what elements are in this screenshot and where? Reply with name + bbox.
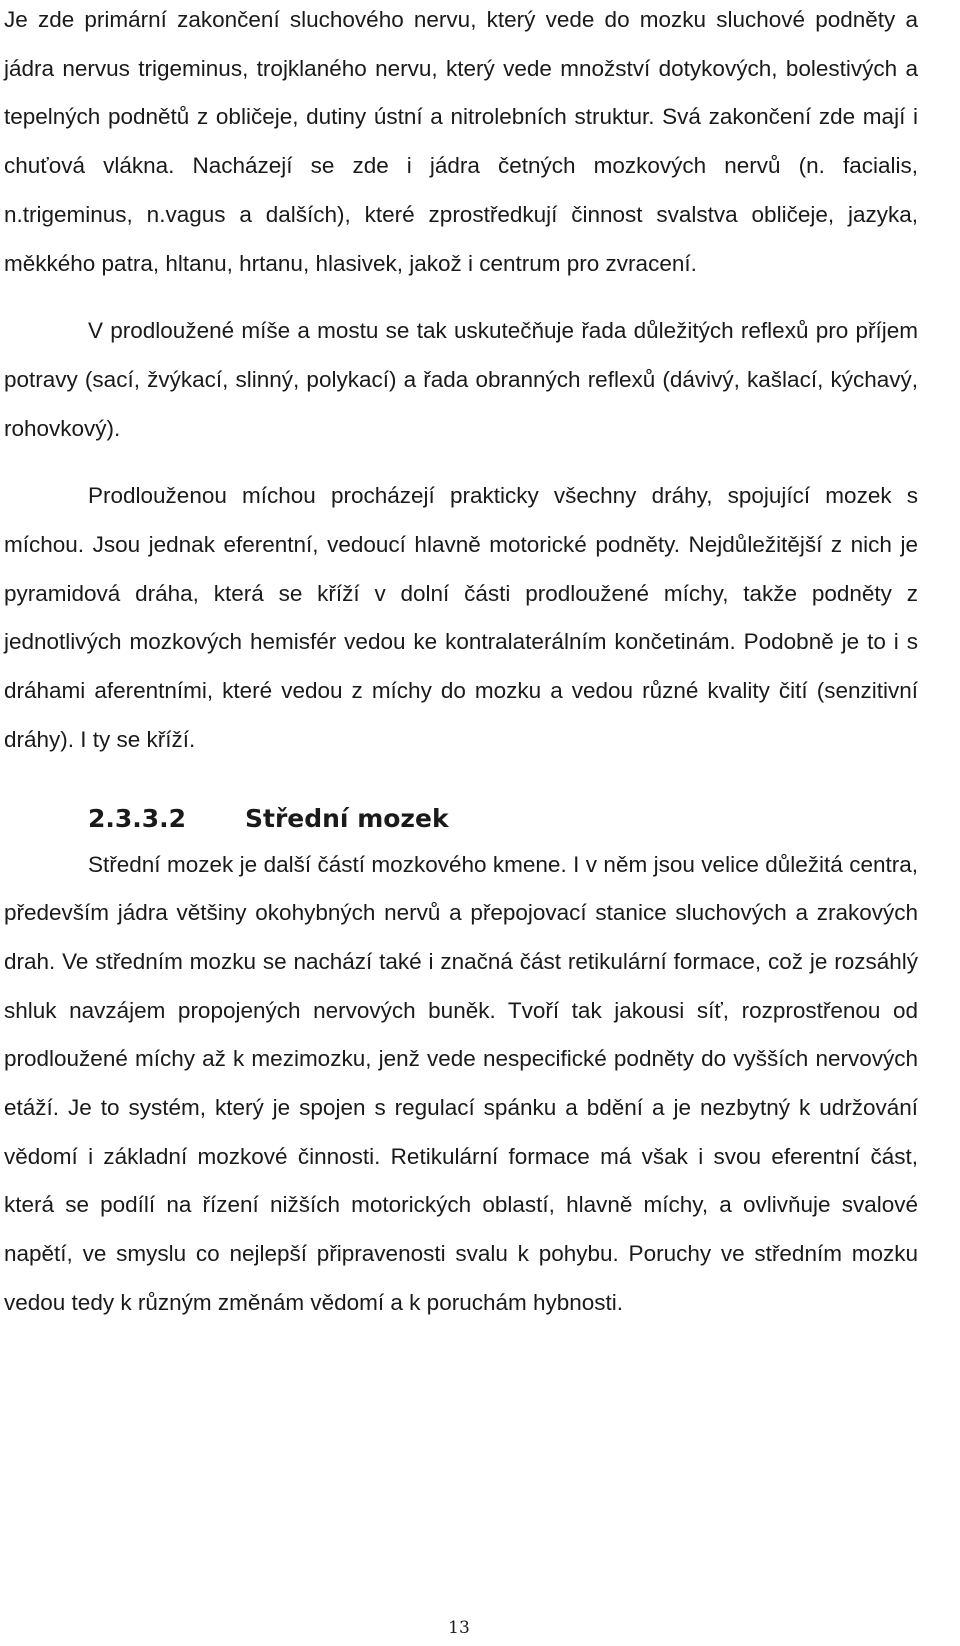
paragraph-reflexes: V prodloužené míše a mostu se tak uskutečňuje řada důležitých reflexů pro příjem potravy (sací, žvýkací, slinný, polykací) a řada obranných reflexů (dávivý, kašlací, kýchavý, rohovkový). (4, 318, 918, 441)
page-number: 13 (448, 1618, 470, 1638)
document-body (4, 0, 918, 1328)
section-heading (4, 799, 918, 839)
paragraph-medulla-pathways: Prodlouženou míchou procházejí prakticky všechny dráhy, spojující mozek s míchou. Jsou jednak eferentní, vedoucí hlavně motorické podněty. Nejdůležitější z nich je pyramidová dráha, která se kříží v dolní části prodloužené míchy, takže podněty z jednotlivých mozkových hemisfér vedou ke kontralaterálním končetinám. Podobně je to i s dráhami aferentními, které vedou z míchy do mozku a vedou různé kvality čití (senzitivní dráhy). I ty se kříží. (4, 483, 918, 752)
paragraph-midbrain: Střední mozek je další částí mozkového kmene. I v něm jsou velice důležitá centra, především jádra většiny okohybných nervů a přepojovací stanice sluchových a zrakových drah. Ve středním mozku se nachází také i značná část retikulární formace, což je rozsáhlý shluk navzájem propojených nervových buněk. Tvoří tak jakousi síť, rozprostřenou od prodloužené míchy až k mezimozku, jenž vede nespecifické podněty do vyšších nervových etáží. Je to systém, který je spojen s regulací spánku a bdění a je nezbytný k udržování vědomí i základní mozkové činnosti. Retikulární formace má však i svou eferentní část, která se podílí na řízení nižších motorických oblastí, hlavně míchy, a ovlivňuje svalové napětí, ve smyslu co nejlepší připravenosti svalu k pohybu. Poruchy ve středním mozku vedou tedy k různým změnám vědomí a k poruchám hybnosti. (4, 851, 918, 1315)
paragraph-brainstem-nuclei: Je zde primární zakončení sluchového nervu, který vede do mozku sluchové podněty a jádra nervus trigeminus, trojklaného nervu, který vede množství dotykových, bolestivých a tepelných podnětů z obličeje, dutiny ústní a nitrolebních struktur. Svá zakončení zde mají i chuťová vlákna. Nacházejí se zde i jádra četných mozkových nervů (n. facialis, n.trigeminus, n.vagus a dalších), které zprostředkují činnost svalstva obličeje, jazyka, měkkého patra, hltanu, hrtanu, hlasivek, jakož i centrum pro zvracení. (4, 7, 918, 276)
section-title: Střední mozek (245, 803, 449, 833)
section-number: 2.3.3.2 (88, 803, 187, 833)
